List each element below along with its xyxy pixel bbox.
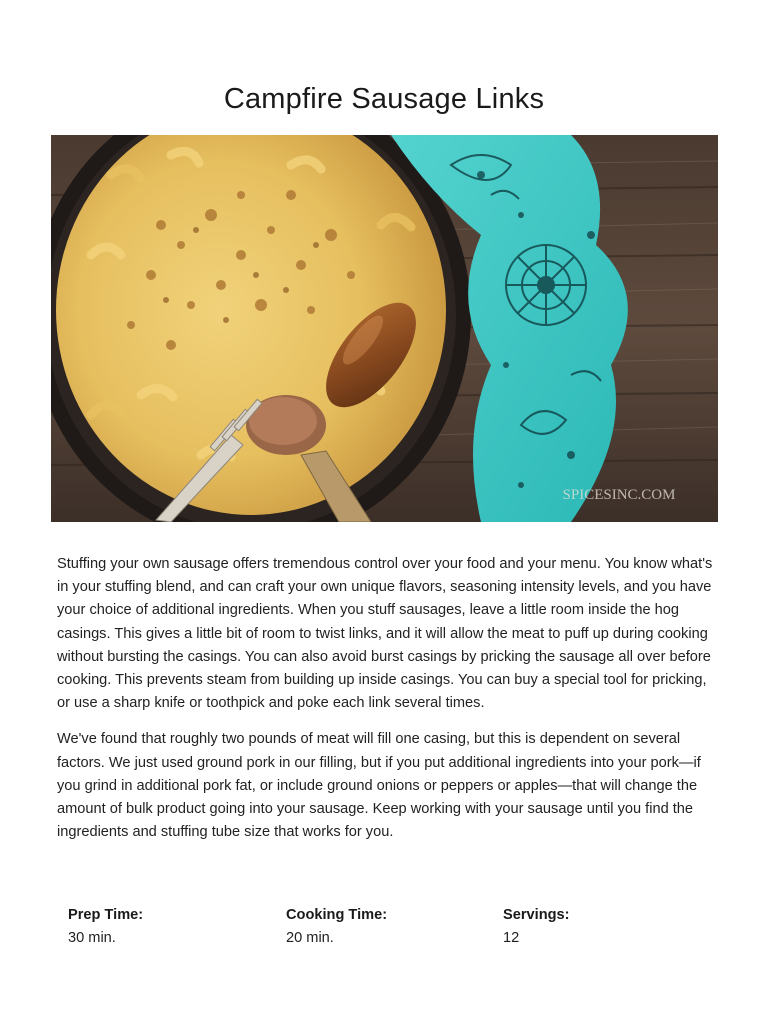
recipe-stats xyxy=(68,904,708,964)
description-paragraph: We've found that roughly two pounds of meat will fill one casing, but this is dependent on several factors. We just used ground pork in our filling, but if you put additional ingredients into your pork—if you grind in additional pork fat, or include ground onions or peppers or apples—that will change the amount of bulk product going into your sausage. Keep working with your sausage until you find the ingredients and stuffing tube size that works for you. xyxy=(57,731,701,841)
cooking-time xyxy=(286,904,387,950)
photo-watermark: SPICESINC.COM xyxy=(562,487,676,503)
recipe-description xyxy=(57,553,717,857)
prep-time-value: 30 min. xyxy=(68,930,116,946)
servings-label: Servings: xyxy=(503,907,570,923)
servings xyxy=(503,904,570,950)
prep-time xyxy=(68,904,143,950)
description-paragraph: Stuffing your own sausage offers tremendous control over your food and your menu. You know what's in your stuffing blend, and can craft your own unique flavors, seasoning intensity levels, and you have your choice of additional ingredients. When you stuff sausages, leave a little room inside the hog casings. This gives a little bit of room to twist links, and it will allow the meat to puff up during cooking without bursting the casings. You can also avoid burst casings by pricking the sausage all over before cooking. This prevents steam from building up inside casings. You can buy a special tool for pricking, or use a sharp knife or toothpick and poke each link several times. xyxy=(57,556,713,712)
cooking-time-label: Cooking Time: xyxy=(286,907,388,923)
cooking-time-value: 20 min. xyxy=(286,930,334,946)
servings-value: 12 xyxy=(503,930,520,946)
prep-time-label: Prep Time: xyxy=(68,907,144,923)
recipe-photo xyxy=(51,135,718,522)
recipe-title: Campfire Sausage Links xyxy=(223,83,545,116)
